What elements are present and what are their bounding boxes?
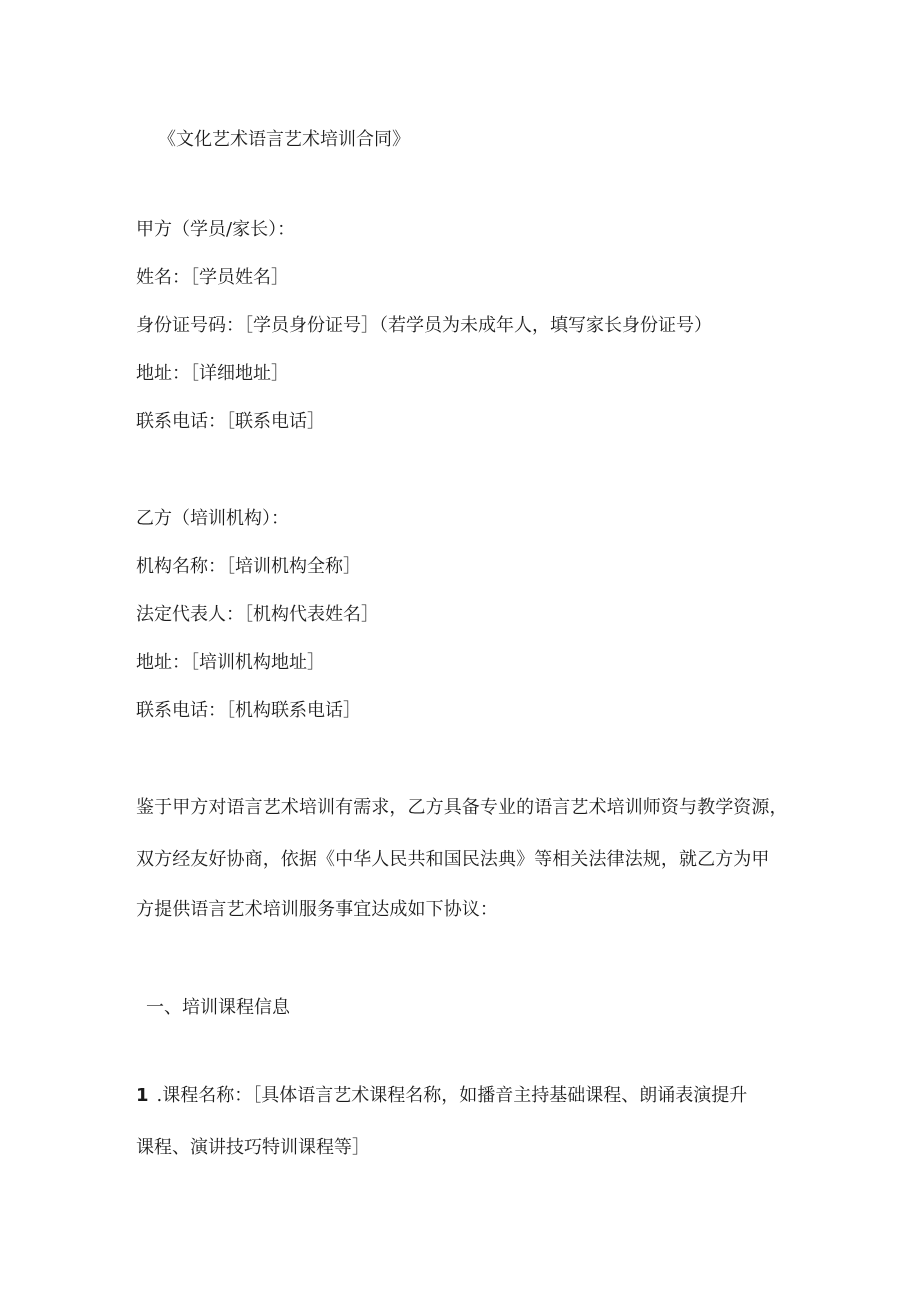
item-number: 1 [136, 1085, 149, 1106]
party-a-id: 身份证号码：［学员身份证号］（若学员为未成年人，填写家长身份证号） [136, 315, 712, 336]
party-b-header: 乙方（培训机构）： [136, 508, 289, 529]
party-b-address: 地址：［培训机构地址］ [136, 652, 325, 673]
party-b-phone: 联系电话：［机构联系电话］ [136, 700, 361, 721]
preamble-line-1: 鉴于甲方对语言艺术培训有需求，乙方具备专业的语言艺术培训师资与教学资源， [136, 797, 788, 818]
course-name-line-1 [136, 1084, 747, 1108]
party-a-name: 姓名：［学员姓名］ [136, 267, 289, 288]
course-name-line-2: 课程、演讲技巧特训课程等］ [136, 1137, 370, 1158]
section-1-heading: 一、培训课程信息 [146, 997, 290, 1018]
party-b-legal-rep: 法定代表人：［机构代表姓名］ [136, 604, 379, 625]
course-name-text: .课程名称：［具体语言艺术课程名称，如播音主持基础课程、朗诵表演提升 [156, 1085, 748, 1106]
preamble-line-2: 双方经友好协商，依据《中华人民共和国民法典》等相关法律法规，就乙方为甲 [136, 849, 770, 870]
preamble-line-3: 方提供语言艺术培训服务事宜达成如下协议： [136, 899, 498, 920]
party-a-phone: 联系电话：［联系电话］ [136, 411, 325, 432]
party-a-address: 地址：［详细地址］ [136, 363, 289, 384]
party-b-org-name: 机构名称：［培训机构全称］ [136, 556, 361, 577]
party-a-header: 甲方（学员/家长）： [136, 219, 296, 240]
document-title: 《文化艺术语言艺术培训合同》 [158, 129, 410, 150]
